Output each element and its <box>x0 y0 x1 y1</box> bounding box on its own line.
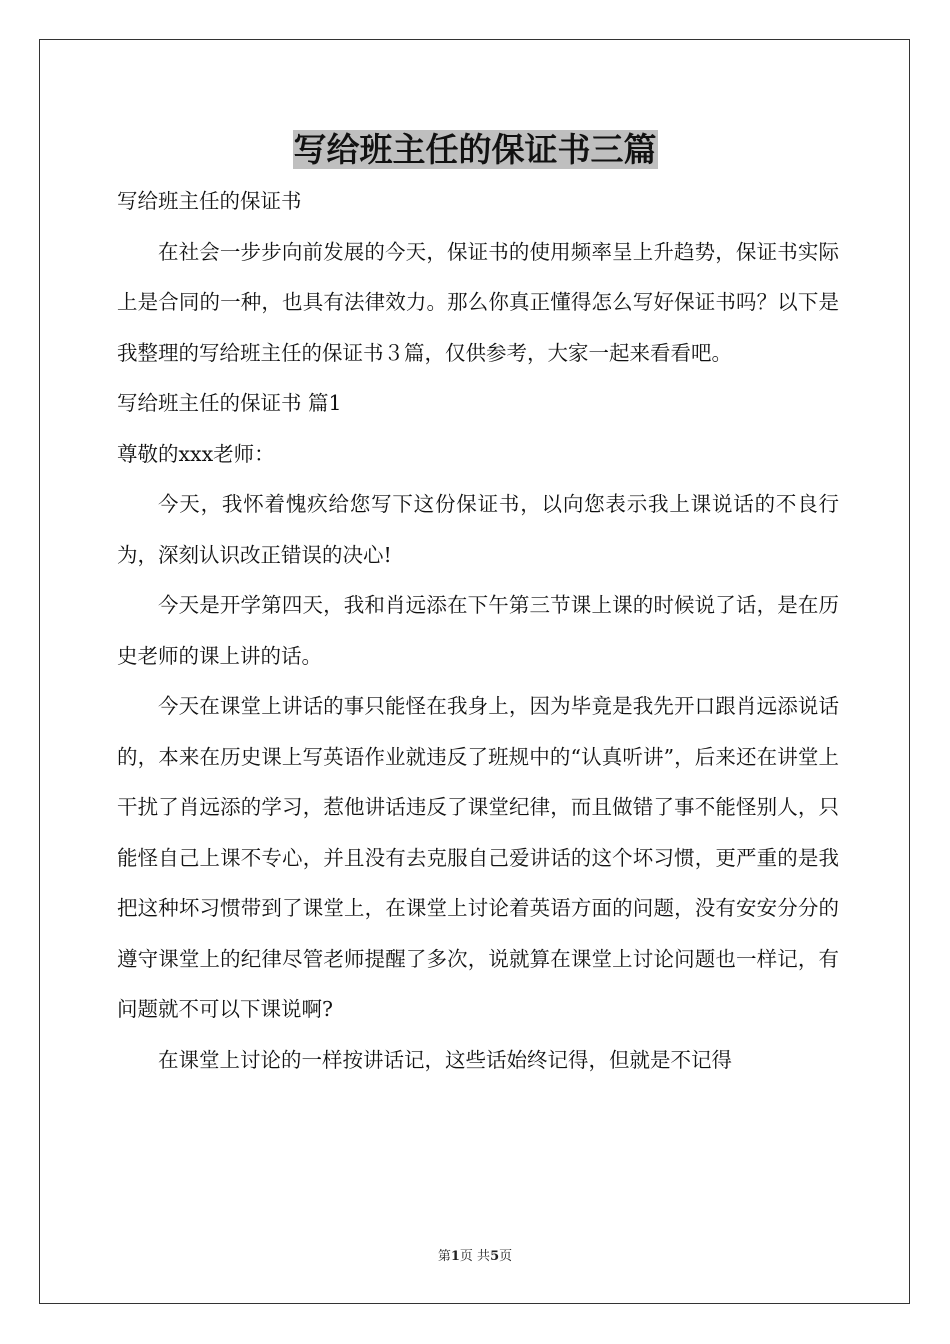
body-paragraph: 今天是开学第四天，我和肖远添在下午第三节课上课的时候说了话，是在历史老师的课上讲的话。 <box>117 593 839 668</box>
footer-total-pages: 5 <box>490 1249 500 1264</box>
section-heading: 写给班主任的保证书 <box>117 189 302 213</box>
body-paragraph: 在课堂上讨论的一样按讲话记，这些话始终记得，但就是不记得 <box>158 1047 732 1072</box>
footer-prefix: 第 <box>437 1249 451 1264</box>
body-paragraph: 今天，我怀着愧疚给您写下这份保证书，以向您表示我上课说话的不良行为，深刻认识改正错误的决心! <box>117 492 839 567</box>
salutation: 尊敬的xxx老师： <box>117 441 275 466</box>
intro-paragraph: 在社会一步步向前发展的今天，保证书的使用频率呈上升趋势，保证书实际上是合同的一种，也具有法律效力。那么你真正懂得怎么写好保证书吗？以下是我整理的写给班主任的保证书３篇，仅供参考，大家一起来看看吧。 <box>117 239 839 365</box>
footer-suffix: 页 <box>499 1249 513 1264</box>
document-body <box>117 176 839 1085</box>
page-footer <box>0 1245 950 1264</box>
footer-current-page: 1 <box>450 1249 460 1264</box>
footer-middle: 页 共 <box>459 1249 491 1264</box>
document-title <box>0 122 950 178</box>
document-title-text: 写给班主任的保证书三篇 <box>293 130 657 169</box>
body-paragraph: 今天在课堂上讲话的事只能怪在我身上，因为毕竟是我先开口跟肖远添说话的，本来在历史课上写英语作业就违反了班规中的“认真听讲”，后来还在讲堂上干扰了肖远添的学习，惹他讲话违反了课堂纪律，而且做错了事不能怪别人，只能怪自己上课不专心，并且没有去克服自己爱讲话的这个坏习惯，更严重的是我把这种坏习惯带到了课堂上，在课堂上讨论着英语方面的问题，没有安安分分的遵守课堂上的纪律尽管老师提醒了多次，说就算在课堂上讨论问题也一样记，有问题就不可以下课说啊? <box>117 694 839 1021</box>
section-heading: 写给班主任的保证书 篇1 <box>117 391 342 415</box>
